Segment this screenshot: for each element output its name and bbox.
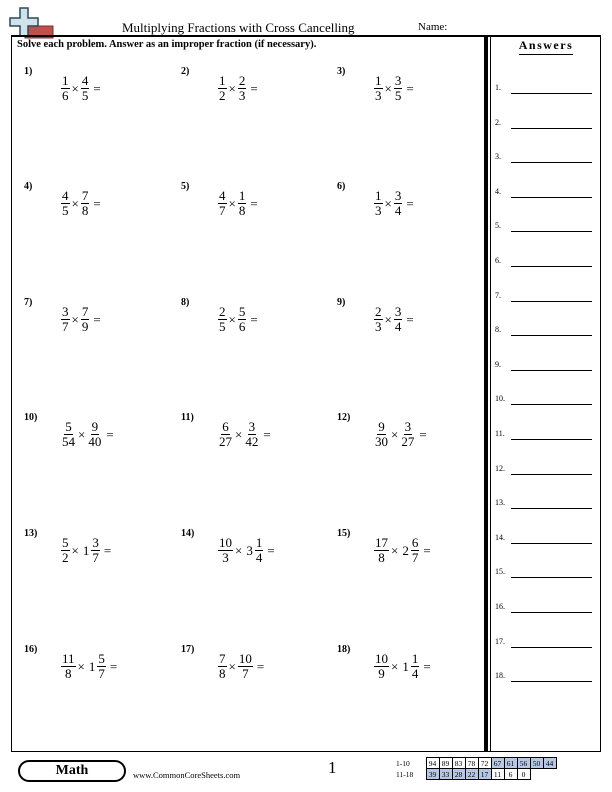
problem	[24, 181, 174, 241]
answer-line[interactable]	[511, 577, 592, 578]
score-row-label: 1-10	[396, 758, 410, 768]
numerator: 7	[81, 188, 89, 203]
denominator: 5	[219, 319, 226, 334]
equals-sign: =	[423, 542, 431, 558]
denominator: 42	[245, 434, 259, 449]
multiply-sign: ×	[77, 658, 85, 674]
score-cell: 44	[543, 758, 556, 769]
numerator: 1	[62, 73, 69, 88]
problem	[24, 644, 174, 704]
whole-number: 3	[246, 542, 253, 558]
answers-heading: Answers	[494, 38, 598, 55]
answer-line[interactable]	[511, 681, 592, 682]
equals-sign: =	[250, 80, 258, 96]
denominator: 2	[62, 550, 69, 565]
answer-line[interactable]	[511, 508, 592, 509]
numerator: 3	[62, 304, 69, 319]
problem	[337, 66, 487, 126]
answer-number: 3.	[495, 152, 501, 162]
fraction	[237, 305, 248, 334]
fraction	[373, 74, 384, 103]
multiply-sign: ×	[384, 195, 392, 211]
multiply-sign: ×	[71, 311, 79, 327]
numerator: 10	[375, 651, 388, 666]
problem-number: 4)	[24, 181, 33, 192]
answer-number: 11.	[495, 429, 505, 438]
denominator: 30	[375, 434, 388, 449]
problem-number: 12)	[337, 412, 351, 423]
denominator: 27	[219, 434, 232, 449]
problem-expression	[217, 189, 258, 218]
problem-number: 10)	[24, 412, 38, 423]
top-rule	[11, 35, 601, 37]
problem-number: 7)	[24, 297, 33, 308]
fraction	[237, 189, 248, 218]
numerator: 1	[411, 651, 419, 666]
problem-number: 9)	[337, 297, 346, 308]
answer-line[interactable]	[511, 647, 592, 648]
numerator: 2	[375, 304, 382, 319]
score-row-label: 11-18	[396, 769, 414, 779]
problem	[181, 412, 331, 472]
problem-expression	[373, 652, 431, 681]
name-label: Name:	[418, 21, 448, 33]
answer-line[interactable]	[511, 162, 592, 163]
score-cell: 94	[426, 758, 439, 769]
denominator: 8	[65, 666, 72, 681]
denominator: 8	[219, 666, 226, 681]
fraction	[217, 305, 228, 334]
denominator: 4	[411, 666, 419, 681]
problem-number: 2)	[181, 66, 190, 77]
score-cell: 67	[491, 758, 504, 769]
fraction	[217, 652, 228, 681]
numerator: 17	[375, 535, 388, 550]
denominator: 5	[394, 88, 402, 103]
answer-line[interactable]	[511, 231, 592, 232]
problem-expression	[217, 74, 258, 103]
problem	[24, 528, 174, 588]
numerator: 1	[219, 73, 226, 88]
fraction	[243, 420, 260, 449]
numerator: 1	[375, 73, 382, 88]
answer-number: 17.	[495, 636, 505, 646]
frame-bottom	[11, 751, 601, 752]
fraction	[217, 189, 228, 218]
problem-expression	[373, 536, 431, 565]
score-cell: 72	[478, 758, 491, 769]
numerator: 1	[255, 535, 263, 550]
numerator: 9	[91, 419, 99, 434]
answers-divider-thin	[490, 35, 491, 752]
equals-sign: =	[250, 311, 258, 327]
multiply-sign: ×	[228, 311, 236, 327]
numerator: 3	[394, 73, 402, 88]
numerator: 6	[222, 419, 229, 434]
numerator: 11	[62, 651, 75, 666]
numerator: 10	[219, 535, 232, 550]
denominator: 7	[92, 550, 99, 565]
fraction	[217, 420, 234, 449]
equals-sign: =	[263, 426, 271, 442]
denominator: 9	[378, 666, 385, 681]
answer-row[interactable]	[495, 599, 595, 613]
answer-number: 9.	[495, 359, 501, 369]
answer-number: 5.	[495, 221, 501, 231]
equals-sign: =	[93, 195, 101, 211]
fraction	[373, 420, 390, 449]
answer-row[interactable]	[495, 288, 595, 302]
numerator: 3	[92, 535, 99, 550]
answer-number: 12.	[495, 463, 505, 473]
problem-expression	[60, 420, 114, 449]
problem-expression	[217, 420, 271, 449]
denominator: 6	[62, 88, 69, 103]
answer-row[interactable]	[495, 357, 595, 371]
denominator: 8	[81, 203, 89, 218]
answer-number: 8.	[495, 325, 501, 335]
score-row	[396, 758, 556, 769]
answer-number: 13.	[495, 498, 505, 508]
equals-sign: =	[109, 658, 118, 674]
score-cell: 89	[439, 758, 452, 769]
score-cell: 28	[452, 769, 465, 780]
problem-number: 18)	[337, 644, 351, 655]
equals-sign: =	[256, 658, 265, 674]
denominator: 7	[62, 319, 69, 334]
fraction	[96, 652, 107, 681]
fraction	[373, 305, 384, 334]
denominator: 5	[62, 203, 69, 218]
problem-expression	[60, 189, 101, 218]
numerator: 3	[394, 188, 402, 203]
answer-line[interactable]	[511, 335, 592, 336]
numerator: 9	[378, 419, 385, 434]
problem	[24, 297, 174, 357]
problem	[337, 297, 487, 357]
problem	[181, 297, 331, 357]
fraction	[399, 420, 416, 449]
problem-expression	[60, 74, 101, 103]
answer-number: 18.	[495, 671, 505, 681]
problem-number: 8)	[181, 297, 190, 308]
answer-row[interactable]	[495, 564, 595, 578]
fraction	[80, 305, 91, 334]
numerator: 7	[81, 304, 89, 319]
numerator: 7	[219, 651, 226, 666]
denominator: 54	[62, 434, 75, 449]
problem-expression	[217, 652, 264, 681]
subject-badge: Math	[18, 760, 126, 782]
problem-number: 16)	[24, 644, 38, 655]
denominator: 7	[242, 666, 249, 681]
equals-sign: =	[406, 311, 414, 327]
fraction	[393, 74, 404, 103]
problem	[337, 412, 487, 472]
problem	[181, 528, 331, 588]
fraction	[217, 74, 228, 103]
problem-number: 17)	[181, 644, 195, 655]
answer-row[interactable]	[495, 115, 595, 129]
numerator: 10	[238, 651, 252, 666]
numerator: 5	[238, 304, 246, 319]
numerator: 5	[62, 535, 69, 550]
score-cell: 11	[491, 769, 504, 780]
fraction	[60, 305, 71, 334]
numerator: 1	[238, 188, 246, 203]
answer-row[interactable]	[495, 495, 595, 509]
answer-row[interactable]	[495, 461, 595, 475]
denominator: 2	[219, 88, 226, 103]
equals-sign: =	[93, 311, 101, 327]
denominator: 4	[255, 550, 263, 565]
problem-expression	[217, 305, 258, 334]
multiply-sign: ×	[235, 542, 243, 558]
numerator: 4	[81, 73, 89, 88]
answer-line[interactable]	[511, 543, 592, 544]
fraction	[60, 536, 71, 565]
multiply-sign: ×	[391, 542, 399, 558]
answer-line[interactable]	[511, 474, 592, 475]
answer-row[interactable]	[495, 253, 595, 267]
problem-number: 5)	[181, 181, 190, 192]
multiply-sign: ×	[391, 426, 399, 442]
multiply-sign: ×	[228, 195, 236, 211]
numerator: 1	[375, 188, 382, 203]
denominator: 5	[81, 88, 89, 103]
problem	[24, 412, 174, 472]
numerator: 4	[219, 188, 226, 203]
equals-sign: =	[406, 195, 414, 211]
problem-number: 14)	[181, 528, 195, 539]
denominator: 40	[88, 434, 102, 449]
problem-expression	[373, 305, 414, 334]
problem-expression	[60, 305, 101, 334]
fraction	[410, 536, 421, 565]
numerator: 3	[248, 419, 256, 434]
answer-row[interactable]	[495, 322, 595, 336]
page-number: 1	[328, 758, 337, 777]
problem-expression	[60, 536, 111, 565]
equals-sign: =	[106, 426, 114, 442]
fraction	[60, 420, 77, 449]
problem	[337, 528, 487, 588]
answer-row[interactable]	[495, 149, 595, 163]
numerator: 6	[411, 535, 419, 550]
fraction	[237, 74, 248, 103]
problem	[337, 181, 487, 241]
numerator: 4	[62, 188, 69, 203]
fraction	[80, 74, 91, 103]
fraction	[410, 652, 421, 681]
fraction	[373, 536, 390, 565]
answer-row[interactable]	[495, 218, 595, 232]
multiply-sign: ×	[235, 426, 243, 442]
whole-number: 1	[82, 542, 90, 558]
score-cell: 61	[504, 758, 517, 769]
answer-row[interactable]	[495, 668, 595, 682]
answer-number: 15.	[495, 567, 505, 577]
answer-line[interactable]	[511, 93, 592, 94]
multiply-sign: ×	[384, 80, 392, 96]
score-cell: 39	[426, 769, 439, 780]
denominator: 27	[401, 434, 415, 449]
fraction	[60, 74, 71, 103]
score-cell: 33	[439, 769, 452, 780]
answer-number: 10.	[495, 394, 505, 404]
equals-sign: =	[93, 80, 101, 96]
problem-expression	[217, 536, 275, 565]
problem	[181, 644, 331, 704]
problem	[181, 66, 331, 126]
multiply-sign: ×	[71, 195, 79, 211]
denominator: 3	[375, 88, 382, 103]
answer-row[interactable]	[495, 80, 595, 94]
fraction	[86, 420, 103, 449]
whole-number: 2	[402, 542, 409, 558]
answer-line[interactable]	[511, 439, 592, 440]
denominator: 3	[375, 319, 382, 334]
answer-line[interactable]	[511, 266, 592, 267]
multiply-sign: ×	[228, 80, 236, 96]
answer-line[interactable]	[511, 370, 592, 371]
fraction	[373, 652, 390, 681]
denominator: 8	[378, 550, 385, 565]
score-cell: 6	[504, 769, 517, 780]
numerator: 5	[65, 419, 72, 434]
answer-line[interactable]	[511, 128, 592, 129]
page-title: Multiplying Fractions with Cross Cancelling	[122, 20, 355, 35]
denominator: 3	[222, 550, 229, 565]
frame-left	[11, 35, 12, 752]
equals-sign: =	[423, 658, 431, 674]
problem	[181, 181, 331, 241]
fraction	[80, 189, 91, 218]
denominator: 4	[394, 203, 402, 218]
denominator: 4	[394, 319, 402, 334]
answer-line[interactable]	[511, 404, 592, 405]
numerator: 3	[394, 304, 402, 319]
multiply-sign: ×	[78, 426, 86, 442]
fraction	[60, 652, 77, 681]
fraction	[393, 189, 404, 218]
answer-row[interactable]	[495, 634, 595, 648]
problem-number: 1)	[24, 66, 33, 77]
score-row	[396, 769, 556, 780]
numerator: 5	[98, 651, 105, 666]
answer-number: 6.	[495, 256, 501, 265]
answer-line[interactable]	[511, 301, 592, 302]
denominator: 6	[238, 319, 246, 334]
fraction	[237, 652, 254, 681]
numerator: 2	[238, 73, 246, 88]
multiply-sign: ×	[71, 542, 79, 558]
equals-sign: =	[419, 426, 427, 442]
fraction	[90, 536, 101, 565]
problem-number: 13)	[24, 528, 38, 539]
problem-number: 11)	[181, 412, 194, 423]
denominator: 9	[81, 319, 89, 334]
equals-sign: =	[103, 542, 112, 558]
fraction	[373, 189, 384, 218]
equals-sign: =	[250, 195, 258, 211]
problem-expression	[60, 652, 117, 681]
score-cell: 17	[478, 769, 491, 780]
denominator: 8	[238, 203, 246, 218]
denominator: 7	[411, 550, 419, 565]
fraction	[254, 536, 265, 565]
fraction	[393, 305, 404, 334]
score-cell: 78	[465, 758, 478, 769]
answer-number: 1.	[495, 83, 501, 92]
multiply-sign: ×	[384, 311, 392, 327]
answer-number: 4.	[495, 186, 501, 196]
answer-number: 14.	[495, 532, 505, 542]
problem	[337, 644, 487, 704]
answer-number: 7.	[495, 290, 501, 300]
footer-url: www.CommonCoreSheets.com	[133, 770, 241, 780]
problem	[24, 66, 174, 126]
denominator: 3	[375, 203, 382, 218]
answer-line[interactable]	[511, 612, 592, 613]
problem-expression	[373, 420, 427, 449]
denominator: 7	[219, 203, 226, 218]
multiply-sign: ×	[391, 658, 399, 674]
fraction	[60, 189, 71, 218]
problem-number: 6)	[337, 181, 346, 192]
problem-expression	[373, 74, 414, 103]
numerator: 3	[404, 419, 412, 434]
answer-number: 16.	[495, 602, 505, 611]
score-cell: 83	[452, 758, 465, 769]
numerator: 2	[219, 304, 226, 319]
answer-row[interactable]	[495, 426, 595, 440]
score-cell: 50	[530, 758, 543, 769]
denominator: 7	[98, 666, 105, 681]
fraction	[217, 536, 234, 565]
problem-number: 3)	[337, 66, 346, 77]
score-cell: 56	[517, 758, 530, 769]
answer-number: 2.	[495, 117, 501, 127]
frame-right	[600, 35, 601, 752]
equals-sign: =	[267, 542, 275, 558]
problem-expression	[373, 189, 414, 218]
answer-line[interactable]	[511, 197, 592, 198]
whole-number: 1	[402, 658, 409, 674]
answer-row[interactable]	[495, 391, 595, 405]
multiply-sign: ×	[228, 658, 236, 674]
equals-sign: =	[406, 80, 414, 96]
score-table	[396, 757, 557, 780]
instructions: Solve each problem. Answer as an improper fraction (if necessary).	[17, 39, 317, 50]
multiply-sign: ×	[71, 80, 79, 96]
score-cell: 22	[465, 769, 478, 780]
problem-number: 15)	[337, 528, 351, 539]
score-cell: 0	[517, 769, 530, 780]
whole-number: 1	[88, 658, 96, 674]
denominator: 3	[238, 88, 246, 103]
answer-row[interactable]	[495, 530, 595, 544]
answer-row[interactable]	[495, 184, 595, 198]
